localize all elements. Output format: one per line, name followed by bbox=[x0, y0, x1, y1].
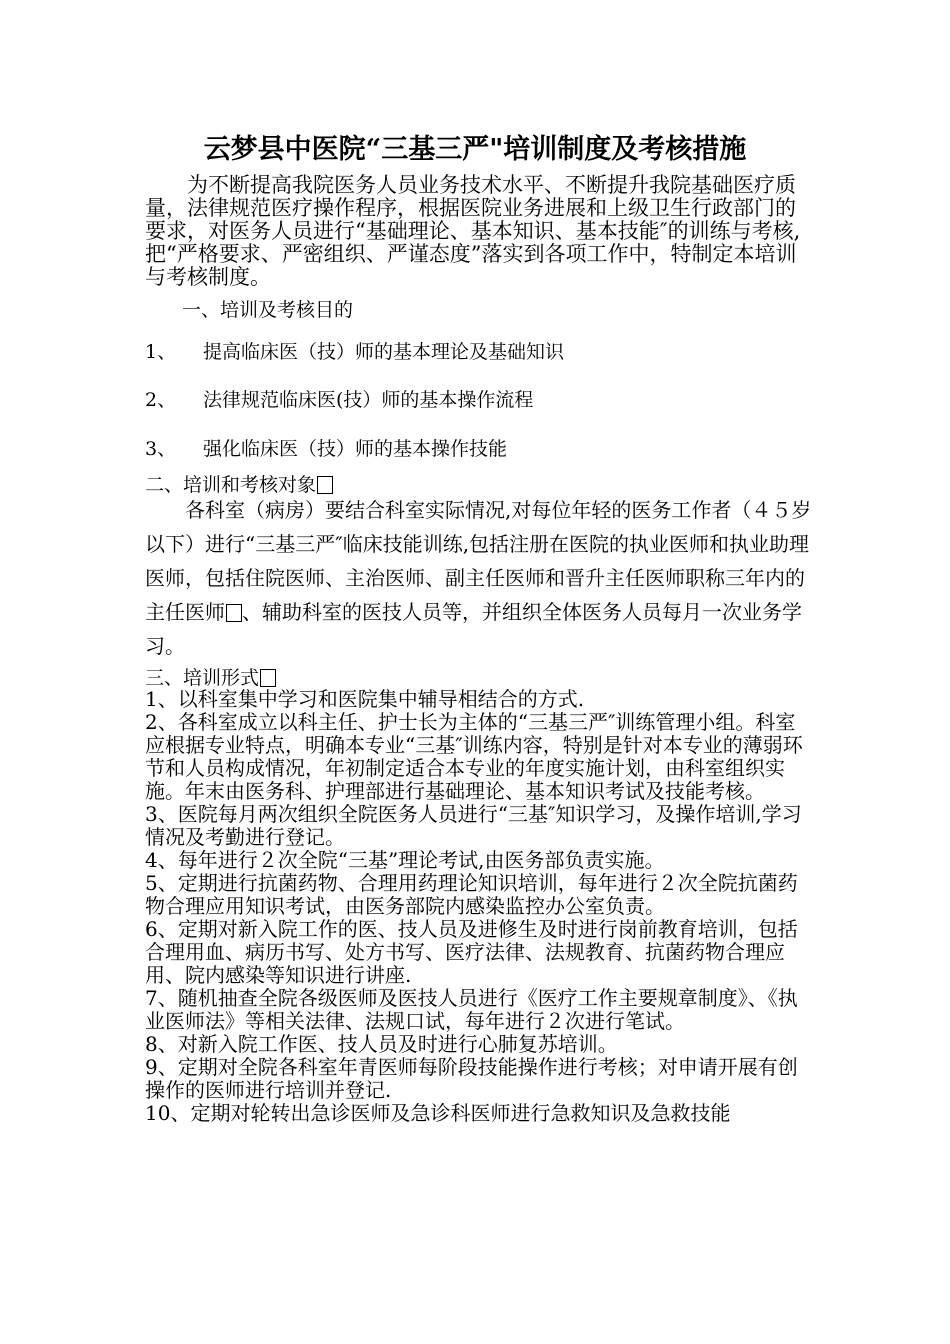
section-3-list bbox=[145, 688, 815, 1125]
list-item: 4、每年进行２次全院“三基”理论考试,由医务部负责实施。 bbox=[145, 848, 665, 872]
document-title: 云梦县中医院“三基三严"培训制度及考核措施 bbox=[203, 134, 747, 165]
section-2-heading-text: 二、培训和考核对象 bbox=[145, 474, 317, 496]
list-item: 6、定期对新入院工作的医、技人员及进修生及时进行岗前教育培训，包括合理用血、病历书写、处方书写、医疗法律、法规教育、抗菌药物合理应用、院内感染等知识进行讲座. bbox=[145, 917, 798, 987]
list-item: 7、随机抽查全院各级医师及医技人员进行《医疗工作主要规章制度》、《执业医师法》等相关法律、法规口试，每年进行２次进行笔试。 bbox=[145, 986, 798, 1033]
list-item: 1、以科室集中学习和医院集中辅导相结合的方式. bbox=[145, 687, 585, 711]
list-item: 2、各科室成立以科主任、护士长为主体的“三基三严″训练管理小组。科室应根据专业特点，明确本专业“三基″训练内容，特别是针对本专业的薄弱环节和人员构成情况，年初制定适合本专业的年度实施计划，由科室组织实施。年末由医务科、护理部进行基础理论、基本知识考试及技能考核。 bbox=[145, 710, 803, 803]
item-number: 3、 bbox=[145, 438, 177, 460]
item-text: 法律规范临床医(技）师的基本操作流程 bbox=[203, 389, 534, 411]
section-1-item bbox=[145, 437, 507, 461]
section-2-text-b: 、辅助科室的医技人员等，并组织全体医务人员每月一次业务学习。 bbox=[145, 600, 802, 658]
list-item: 5、定期进行抗菌药物、合理用药理论知识培训，每年进行２次全院抗菌药物合理应用知识考试，由医务部院内感染监控办公室负责。 bbox=[145, 871, 798, 918]
list-item: 9、定期对全院各科室年青医师每阶段技能操作进行考核；对申请开展有创操作的医师进行培训并登记. bbox=[145, 1055, 798, 1102]
item-number: 1、 bbox=[145, 341, 177, 363]
list-item: 8、对新入院工作医、技人员及时进行心肺复苏培训。 bbox=[145, 1032, 618, 1056]
item-text: 强化临床医（技）师的基本操作技能 bbox=[203, 438, 508, 460]
list-item: 10、定期对轮转出急诊医师及急诊科医师进行急救知识及急救技能 bbox=[145, 1101, 731, 1125]
intro-text: 为不断提高我院医务人员业务技术水平、不断提升我院基础医疗质量，法律规范医疗操作程序，根据医院业务进展和上级卫生行政部门的要求，对医务人员进行“基础理论、基本知识、基本技能″的训练与考核,把“严格要求、严密组织、严谨态度”落实到各项工作中，特制定本培训与考核制度。 bbox=[145, 173, 801, 289]
section-2-text bbox=[145, 493, 815, 663]
section-1-item bbox=[145, 388, 533, 412]
section-2-paragraph bbox=[145, 493, 815, 663]
section-1-item bbox=[145, 340, 564, 364]
missing-glyph-box-icon bbox=[260, 669, 276, 687]
missing-glyph-box-icon bbox=[226, 604, 242, 622]
item-number: 2、 bbox=[145, 389, 177, 411]
section-1-heading: 一、培训及考核目的 bbox=[182, 299, 354, 321]
intro-paragraph bbox=[145, 174, 810, 289]
item-text: 提高临床医（技）师的基本理论及基础知识 bbox=[203, 341, 565, 363]
missing-glyph-box-icon bbox=[317, 476, 333, 494]
section-2-text-a: 各科室（病房）要结合科室实际情况,对每位年轻的医务工作者（４５岁以下）进行“三基三严″临床技能训练,包括注册在医院的执业医师和执业助理医师，包括住院医师、主治医师、副主任医师和晋升主任医师职称三年内的主任医师 bbox=[145, 498, 812, 624]
list-item: 3、医院每月两次组织全院医务人员进行“三基″知识学习，及操作培训,学习情况及考勤进行登记。 bbox=[145, 802, 802, 849]
section-3-heading-text: 三、培训形式 bbox=[145, 667, 260, 689]
